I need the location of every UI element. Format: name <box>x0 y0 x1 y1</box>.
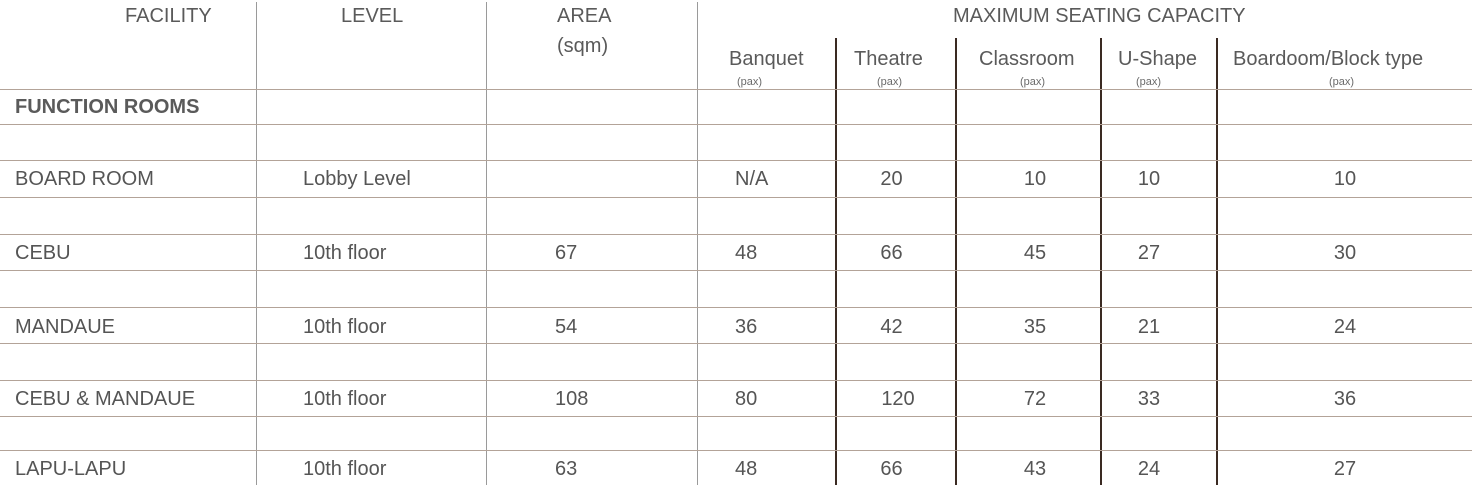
cell-boardroom: 10 <box>1333 168 1357 190</box>
cell-classroom: 43 <box>1023 458 1047 480</box>
cell-level: 10th floor <box>303 458 387 480</box>
header-theatre: Theatre <box>854 48 923 70</box>
header-boardroom: Boardoom/Block type <box>1233 48 1424 70</box>
cell-level: 10th floor <box>303 316 387 338</box>
divider-classroom-ushape <box>1100 38 1102 485</box>
cell-level: 10th floor <box>303 388 387 410</box>
cell-theatre: 66 <box>880 458 903 480</box>
row-divider <box>0 160 1472 161</box>
cell-area: 63 <box>555 458 578 480</box>
cell-boardroom: 24 <box>1333 316 1357 338</box>
cell-area: 67 <box>555 242 578 264</box>
header-classroom-unit: (pax) <box>1020 76 1046 88</box>
header-boardroom-unit: (pax) <box>1329 76 1355 88</box>
cell-facility: CEBU <box>15 242 71 264</box>
header-area-unit: (sqm) <box>557 35 609 57</box>
header-level: LEVEL <box>341 5 404 27</box>
row-divider <box>0 307 1472 308</box>
cell-banquet: 48 <box>735 242 758 264</box>
cell-facility: BOARD ROOM <box>15 168 154 190</box>
cell-boardroom: 30 <box>1333 242 1357 264</box>
header-ushape: U-Shape <box>1118 48 1197 70</box>
cell-ushape: 33 <box>1137 388 1161 410</box>
header-theatre-unit: (pax) <box>877 76 903 88</box>
row-divider <box>0 270 1472 271</box>
cell-facility: LAPU-LAPU <box>15 458 127 480</box>
divider-level-area <box>486 2 487 485</box>
row-divider <box>0 124 1472 125</box>
cell-theatre: 20 <box>880 168 903 190</box>
cell-level: Lobby Level <box>303 168 411 190</box>
cell-area: 54 <box>555 316 578 338</box>
cell-ushape: 21 <box>1137 316 1161 338</box>
cell-ushape: 10 <box>1137 168 1161 190</box>
row-divider <box>0 343 1472 344</box>
divider-banquet-theatre <box>835 38 837 485</box>
header-classroom: Classroom <box>979 48 1075 70</box>
cell-boardroom: 27 <box>1333 458 1357 480</box>
cell-banquet: 80 <box>735 388 758 410</box>
row-divider <box>0 197 1472 198</box>
cell-classroom: 35 <box>1023 316 1047 338</box>
cell-boardroom: 36 <box>1333 388 1357 410</box>
header-max-capacity: MAXIMUM SEATING CAPACITY <box>953 5 1246 27</box>
row-divider <box>0 89 1472 90</box>
row-divider <box>0 380 1472 381</box>
cell-classroom: 45 <box>1023 242 1047 264</box>
header-area: AREA <box>557 5 612 27</box>
cell-banquet: 36 <box>735 316 758 338</box>
cell-theatre: 66 <box>880 242 903 264</box>
cell-level: 10th floor <box>303 242 387 264</box>
header-banquet-unit: (pax) <box>737 76 763 88</box>
divider-facility-level <box>256 2 257 485</box>
divider-area-banquet <box>697 2 698 485</box>
cell-ushape: 27 <box>1137 242 1161 264</box>
cell-banquet: 48 <box>735 458 758 480</box>
cell-banquet: N/A <box>735 168 769 190</box>
cell-theatre: 120 <box>881 388 915 410</box>
cell-theatre: 42 <box>880 316 903 338</box>
header-facility: FACILITY <box>125 5 212 27</box>
divider-theatre-classroom <box>955 38 957 485</box>
header-banquet: Banquet <box>729 48 804 70</box>
cell-facility: CEBU & MANDAUE <box>15 388 196 410</box>
row-divider <box>0 234 1472 235</box>
section-title: FUNCTION ROOMS <box>15 96 200 118</box>
row-divider <box>0 416 1472 417</box>
cell-classroom: 72 <box>1023 388 1047 410</box>
divider-ushape-boardroom <box>1216 38 1218 485</box>
row-divider <box>0 450 1472 451</box>
cell-area: 108 <box>555 388 589 410</box>
header-ushape-unit: (pax) <box>1136 76 1162 88</box>
cell-facility: MANDAUE <box>15 316 116 338</box>
cell-classroom: 10 <box>1023 168 1047 190</box>
cell-ushape: 24 <box>1137 458 1161 480</box>
